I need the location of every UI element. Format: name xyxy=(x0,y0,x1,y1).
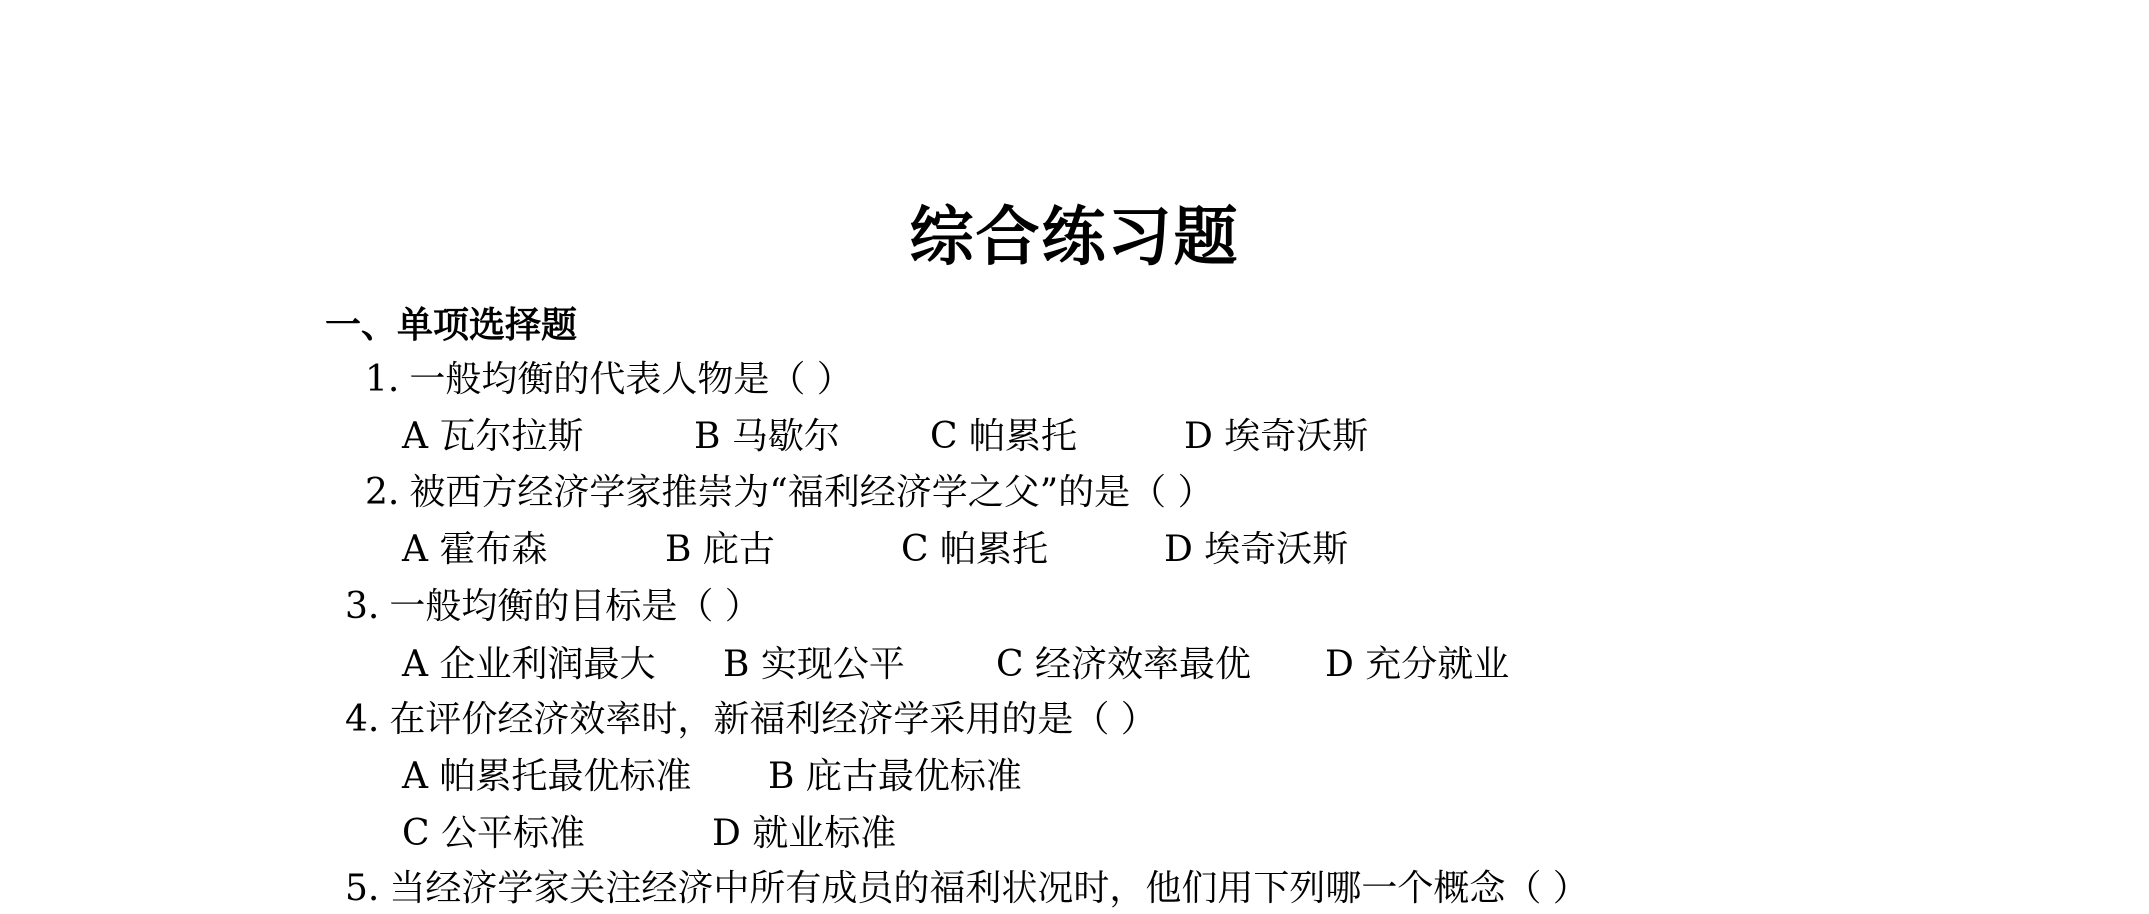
option-b: B 实现公平 xyxy=(723,644,905,685)
question-2 xyxy=(365,468,1214,518)
options-1 xyxy=(402,412,1402,462)
options-3 xyxy=(402,640,1602,690)
option-a: A 企业利润最大 xyxy=(402,644,656,685)
question-text: 当经济学家关注经济中所有成员的福利状况时，他们用下列哪一个概念（ ） xyxy=(389,868,1589,909)
option-a: A 帕累托最优标准 xyxy=(402,756,692,797)
question-5 xyxy=(345,864,1589,914)
option-b: B 庇古 xyxy=(665,529,775,570)
option-d: D 充分就业 xyxy=(1325,644,1510,685)
option-d: D 埃奇沃斯 xyxy=(1184,416,1369,457)
question-1 xyxy=(365,355,853,405)
question-text: 一般均衡的目标是（ ） xyxy=(389,586,761,627)
option-b: B 马歇尔 xyxy=(694,416,840,457)
option-d: D 就业标准 xyxy=(712,813,897,854)
options-2 xyxy=(402,525,1402,575)
question-3 xyxy=(345,582,761,632)
question-number: 4. xyxy=(345,699,380,740)
page-title: 综合练习题 xyxy=(909,200,1240,275)
question-number: 5. xyxy=(345,868,380,909)
option-b: B 庇古最优标准 xyxy=(768,756,1022,797)
question-number: 2. xyxy=(365,472,400,513)
question-4 xyxy=(345,695,1157,745)
option-c: C 帕累托 xyxy=(901,529,1048,570)
question-number: 1. xyxy=(365,359,400,400)
question-text: 在评价经济效率时，新福利经济学采用的是（ ） xyxy=(389,699,1157,740)
option-c: C 公平标准 xyxy=(402,813,585,854)
question-text: 被西方经济学家推崇为“福利经济学之父”的是（ ） xyxy=(409,472,1214,513)
options-4-row-1 xyxy=(402,752,1402,802)
option-c: C 帕累托 xyxy=(930,416,1077,457)
option-a: A 瓦尔拉斯 xyxy=(402,416,584,457)
option-c: C 经济效率最优 xyxy=(996,644,1251,685)
options-4-row-2 xyxy=(402,809,1402,859)
question-text: 一般均衡的代表人物是（ ） xyxy=(409,359,853,400)
option-a: A 霍布森 xyxy=(402,529,548,570)
question-number: 3. xyxy=(345,586,380,627)
option-d: D 埃奇沃斯 xyxy=(1164,529,1349,570)
section-heading: 一、单项选择题 xyxy=(325,304,578,346)
